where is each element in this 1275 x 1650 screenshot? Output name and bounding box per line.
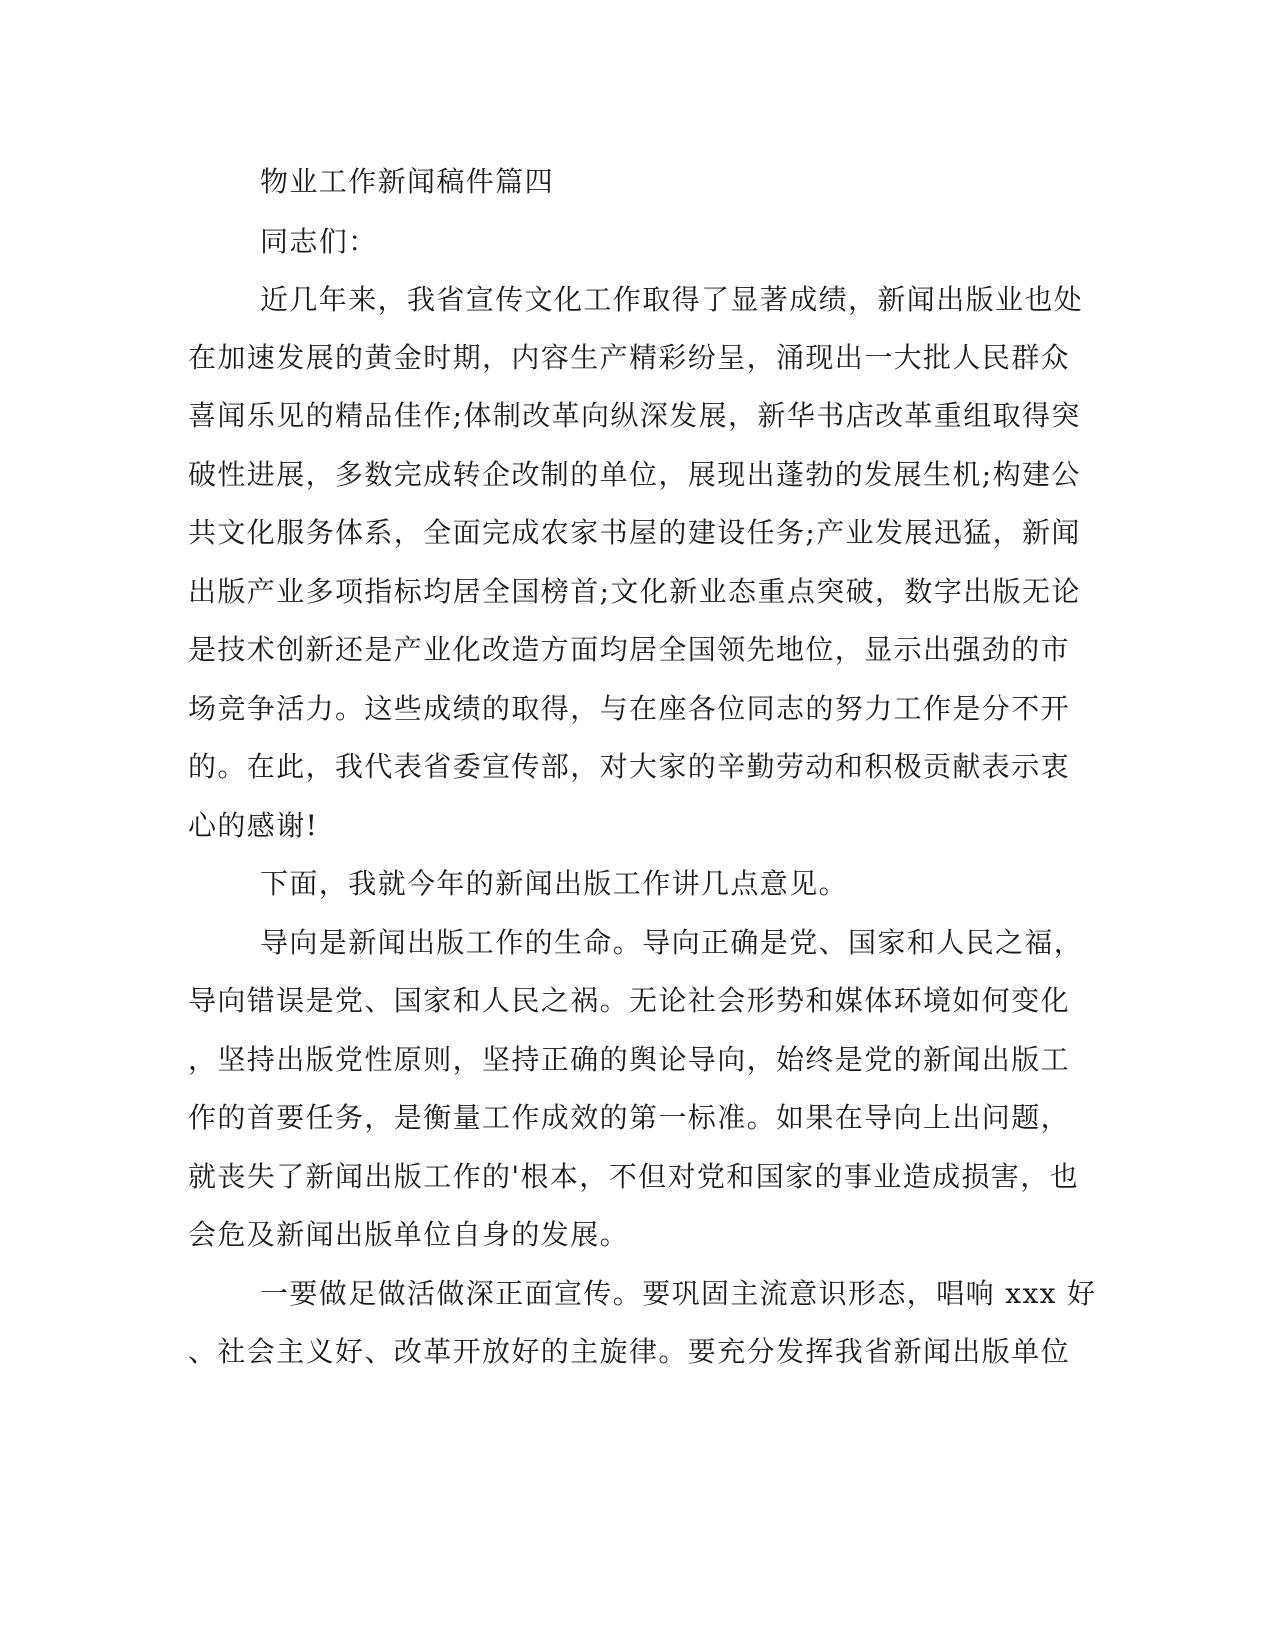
text-line: 作的首要任务，是衡量工作成效的第一标准。如果在导向上出问题， xyxy=(188,1101,1071,1134)
text-line: 近几年来，我省宣传文化工作取得了显著成绩，新闻出版业也处 xyxy=(260,283,1084,316)
text-line: 的。在此，我代表省委宣传部，对大家的辛勤劳动和积极贡献表示衷 xyxy=(188,750,1071,783)
salutation: 同志们： xyxy=(260,225,378,258)
text-line: 心的感谢! xyxy=(188,809,319,842)
text-line: 下面，我就今年的新闻出版工作讲几点意见。 xyxy=(260,867,849,900)
text-line: ，坚持出版党性原则，坚持正确的舆论导向，始终是党的新闻出版工 xyxy=(188,1043,1071,1076)
text-line: 导向错误是党、国家和人民之祸。无论社会形势和媒体环境如何变化 xyxy=(188,984,1071,1017)
text-line: 一要做足做活做深正面宣传。要巩固主流意识形态，唱响 xxx 好 xyxy=(260,1277,1097,1310)
text-line: 场竞争活力。这些成绩的取得，与在座各位同志的努力工作是分不开 xyxy=(188,692,1071,725)
document-title: 物业工作新闻稿件篇四 xyxy=(260,165,555,198)
text-line: 在加速发展的黄金时期，内容生产精彩纷呈，涌现出一大批人民群众 xyxy=(188,341,1071,374)
text-line: 破性进展，多数完成转企改制的单位，展现出蓬勃的发展生机;构建公 xyxy=(188,458,1081,491)
text-line: 导向是新闻出版工作的生命。导向正确是党、国家和人民之福， xyxy=(260,926,1084,959)
text-line: 共文化服务体系，全面完成农家书屋的建设任务;产业发展迅猛，新闻 xyxy=(188,516,1081,549)
text-line: 会危及新闻出版单位自身的发展。 xyxy=(188,1218,630,1251)
text-line: 出版产业多项指标均居全国榜首;文化新业态重点突破，数字出版无论 xyxy=(188,575,1081,608)
text-line: 、社会主义好、改革开放好的主旋律。要充分发挥我省新闻出版单位 xyxy=(188,1335,1071,1368)
text-line: 是技术创新还是产业化改造方面均居全国领先地位，显示出强劲的市 xyxy=(188,633,1071,666)
text-line: 就丧失了新闻出版工作的'根本，不但对党和国家的事业造成损害，也 xyxy=(188,1160,1080,1193)
text-line: 喜闻乐见的精品佳作;体制改革向纵深发展，新华书店改革重组取得突 xyxy=(188,399,1081,432)
